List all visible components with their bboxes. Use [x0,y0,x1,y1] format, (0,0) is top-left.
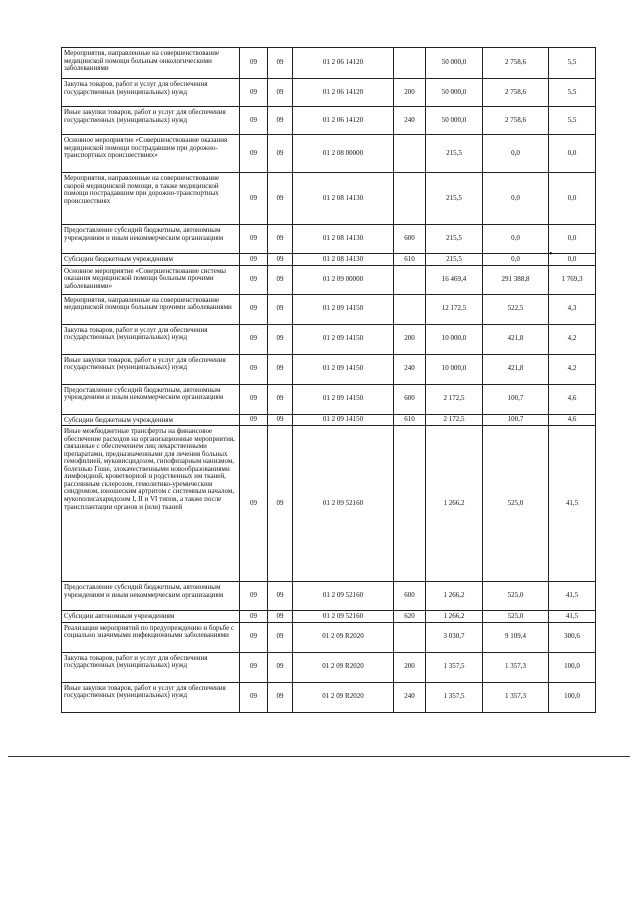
cell-plan: 1 266,2 [426,611,483,623]
cell-pr: 09 [268,582,293,611]
cell-vr [394,294,426,324]
cell-csr: 01 2 08 14130 [293,225,394,254]
cell-fact: 0,0 [483,225,549,254]
cell-rz: 09 [240,426,268,582]
cell-fact: 2 758,6 [483,48,549,79]
cell-rz: 09 [240,414,268,426]
cell-csr: 01 2 09 52160 [293,426,394,582]
cell-vr: 200 [394,79,426,107]
cell-plan: 1 266,2 [426,426,483,582]
cell-vr: 240 [394,354,426,384]
cell-vr [394,173,426,225]
cell-pct: 4,6 [549,414,596,426]
cell-fact: 525,0 [483,611,549,623]
table-row [62,107,596,135]
table-row [62,622,596,652]
cell-plan: 12 172,5 [426,294,483,324]
cell-pct: 41,5 [549,611,596,623]
cell-rz: 09 [240,135,268,173]
cell-name: Основное мероприятие «Совершенствование системы оказания медицинской помощи больным прочими заболеваниями» [62,265,240,294]
table-body [62,48,596,713]
table-row [62,582,596,611]
cell-csr: 01 2 06 14120 [293,79,394,107]
cell-fact: 2 758,6 [483,107,549,135]
cell-csr: 01 2 08 14130 [293,173,394,225]
cell-plan: 3 030,7 [426,622,483,652]
cell-pr: 09 [268,79,293,107]
table-row [62,324,596,354]
cell-csr: 01 2 06 14120 [293,48,394,79]
cell-name: Мероприятия, направленные на совершенствование медицинской помощи больным прочими заболеваниями [62,294,240,324]
cell-pr: 09 [268,135,293,173]
cell-plan: 215,5 [426,135,483,173]
cell-plan: 2 172,5 [426,384,483,414]
cell-fact: 100,7 [483,384,549,414]
table-row [62,135,596,173]
cell-fact: 291 388,8 [483,265,549,294]
cell-name: Предоставление субсидий бюджетным, автономным учреждениям и иным некоммерческим организациям [62,582,240,611]
cell-pct: 4,2 [549,324,596,354]
cell-fact: 525,0 [483,582,549,611]
cell-pct: 0,0 [549,173,596,225]
cell-fact: 522,5 [483,294,549,324]
cell-plan: 1 266,2 [426,582,483,611]
budget-table [61,47,596,713]
cell-pct: 100,0 [549,652,596,682]
table-row [62,265,596,294]
cell-vr: 600 [394,225,426,254]
cell-name: Основное мероприятие «Совершенствование оказания медицинской помощи пострадавшим при дорожно-транспортных происшествиях» [62,135,240,173]
cell-pr: 09 [268,354,293,384]
cell-pr: 09 [268,324,293,354]
cell-fact: 9 109,4 [483,622,549,652]
cell-vr: 240 [394,107,426,135]
cell-pr: 09 [268,682,293,712]
cell-fact: 100,7 [483,414,549,426]
cell-name: Предоставление субсидий бюджетным, автономным учреждениям и иным некоммерческим организациям [62,384,240,414]
cell-pct: 0,0 [549,135,596,173]
cell-name: Иные закупки товаров, работ и услуг для обеспечения государственных (муниципальных) нужд [62,107,240,135]
cell-name: Субсидии автономным учреждениям [62,611,240,623]
cell-pr: 09 [268,173,293,225]
cell-rz: 09 [240,324,268,354]
cell-pr: 09 [268,414,293,426]
cell-pct: 100,0 [549,682,596,712]
cell-name: Закупка товаров, работ и услуг для обеспечения государственных (муниципальных) нужд [62,79,240,107]
cell-vr: 620 [394,611,426,623]
cell-pct: 5,5 [549,79,596,107]
cell-rz: 09 [240,294,268,324]
cell-rz: 09 [240,384,268,414]
cell-pct: 5,5 [549,48,596,79]
cell-rz: 09 [240,107,268,135]
cell-csr: 01 2 09 14150 [293,324,394,354]
cell-pct: 41,5 [549,582,596,611]
cell-pr: 09 [268,265,293,294]
cell-rz: 09 [240,611,268,623]
cell-pct: 300,6 [549,622,596,652]
table-row [62,682,596,712]
cell-csr: 01 2 09 52160 [293,582,394,611]
cell-plan: 215,5 [426,173,483,225]
cell-name: Иные межбюджетные трансферты на финансовое обеспечение расходов на организационные мероприятия, связанные с обеспечением лиц лекарственными препаратами, предназначенными для лечения больных гемофилией, муковисцидозом, гипофизарным нанизмом, болезнью Гоше, злокачественными новообразованиями лимфоидной, кроветворной и родственных им тканей, рассеянным склерозом, гемолитико-уремическим синдромом, юношеским артритом с системным началом, мукополисахаридозом I, II и VI типов, а также после трансплантации органов и (или) тканей [62,426,240,582]
cell-vr: 610 [394,254,426,266]
cell-name: Субсидии бюджетным учреждениям [62,254,240,266]
cell-rz: 09 [240,48,268,79]
table-row [62,79,596,107]
cell-pct: 4,2 [549,354,596,384]
cell-pr: 09 [268,254,293,266]
cell-fact: 525,0 [483,426,549,582]
cell-pr: 09 [268,294,293,324]
cell-csr: 01 2 09 14150 [293,384,394,414]
cell-name: Мероприятия, направленные на совершенствование медицинской помощи больным онкологическими заболеваниями [62,48,240,79]
cell-csr: 01 2 09 14150 [293,414,394,426]
cell-name: Реализация мероприятий по предупреждению и борьбе с социально значимыми инфекционными заболеваниями [62,622,240,652]
cell-plan: 10 000,0 [426,354,483,384]
cell-vr: 200 [394,652,426,682]
cell-vr [394,135,426,173]
cell-plan: 215,5 [426,225,483,254]
cell-plan: 16 469,4 [426,265,483,294]
cell-pct: 5,5 [549,107,596,135]
cell-fact: 421,8 [483,354,549,384]
cell-plan: 50 000,0 [426,48,483,79]
cell-vr: 600 [394,384,426,414]
cell-csr: 01 2 08 00000 [293,135,394,173]
cell-plan: 2 172,5 [426,414,483,426]
table-row [62,611,596,623]
cell-csr: 01 2 09 R2020 [293,682,394,712]
cell-csr: 01 2 09 00000 [293,265,394,294]
cell-csr: 01 2 09 14150 [293,354,394,384]
cell-pr: 09 [268,48,293,79]
table-row [62,426,596,582]
cell-name: Предоставление субсидий бюджетным, автономным учреждениям и иным некоммерческим организациям [62,225,240,254]
table-row [62,652,596,682]
cell-pct: 4,3 [549,294,596,324]
cell-rz: 09 [240,265,268,294]
cell-vr: 600 [394,582,426,611]
table-row [62,354,596,384]
cell-csr: 01 2 08 14130 [293,254,394,266]
table-row [62,414,596,426]
cell-plan: 50 000,0 [426,79,483,107]
cell-pr: 09 [268,384,293,414]
cell-fact: 0,0 [483,173,549,225]
table-row [62,384,596,414]
cell-rz: 09 [240,173,268,225]
cell-rz: 09 [240,225,268,254]
cell-vr [394,48,426,79]
cell-pct: 41,5 [549,426,596,582]
cell-csr: 01 2 09 14150 [293,294,394,324]
cell-rz: 09 [240,254,268,266]
cell-name: Закупка товаров, работ и услуг для обеспечения государственных (муниципальных) нужд [62,324,240,354]
cell-csr: 01 2 06 14120 [293,107,394,135]
cell-fact: 0,0 [483,135,549,173]
cell-pr: 09 [268,426,293,582]
cell-vr [394,622,426,652]
table-row [62,294,596,324]
cell-plan: 1 357,5 [426,652,483,682]
cell-pr: 09 [268,225,293,254]
cell-fact: 2 758,6 [483,79,549,107]
cell-pr: 09 [268,622,293,652]
cell-rz: 09 [240,79,268,107]
cell-csr: 01 2 09 52160 [293,611,394,623]
cell-rz: 09 [240,652,268,682]
cell-pct: 0,0 [549,225,596,254]
cell-rz: 09 [240,622,268,652]
cell-vr: 200 [394,324,426,354]
stray-dot-mark: • [549,249,553,260]
cell-pr: 09 [268,652,293,682]
cell-rz: 09 [240,582,268,611]
cell-fact: 1 357,3 [483,652,549,682]
cell-name: Иные закупки товаров, работ и услуг для обеспечения государственных (муниципальных) нужд [62,682,240,712]
cell-name: Иные закупки товаров, работ и услуг для обеспечения государственных (муниципальных) нужд [62,354,240,384]
cell-vr [394,265,426,294]
cell-pct: 0,0 [549,254,596,266]
cell-rz: 09 [240,682,268,712]
page-separator-line [8,756,630,757]
cell-fact: 0,0 [483,254,549,266]
cell-csr: 01 2 09 R2020 [293,622,394,652]
cell-plan: 10 000,0 [426,324,483,354]
table-row [62,225,596,254]
cell-vr: 610 [394,414,426,426]
table-row [62,254,596,266]
cell-name: Мероприятия, направленные на совершенствование скорой медицинской помощи, в также медицинской помощи пострадавшим при дорожно-транспортных происшествиях [62,173,240,225]
cell-name: Закупка товаров, работ и услуг для обеспечения государственных (муниципальных) нужд [62,652,240,682]
cell-fact: 421,8 [483,324,549,354]
cell-pct: 4,6 [549,384,596,414]
cell-plan: 1 357,5 [426,682,483,712]
cell-plan: 215,5 [426,254,483,266]
cell-vr: 240 [394,682,426,712]
cell-pct: 1 769,3 [549,265,596,294]
cell-csr: 01 2 09 R2020 [293,652,394,682]
cell-fact: 1 357,3 [483,682,549,712]
table-row [62,173,596,225]
cell-name: Субсидии бюджетным учреждениям [62,414,240,426]
cell-pr: 09 [268,107,293,135]
cell-vr [394,426,426,582]
cell-pr: 09 [268,611,293,623]
table-row [62,48,596,79]
cell-rz: 09 [240,354,268,384]
cell-plan: 50 000,0 [426,107,483,135]
